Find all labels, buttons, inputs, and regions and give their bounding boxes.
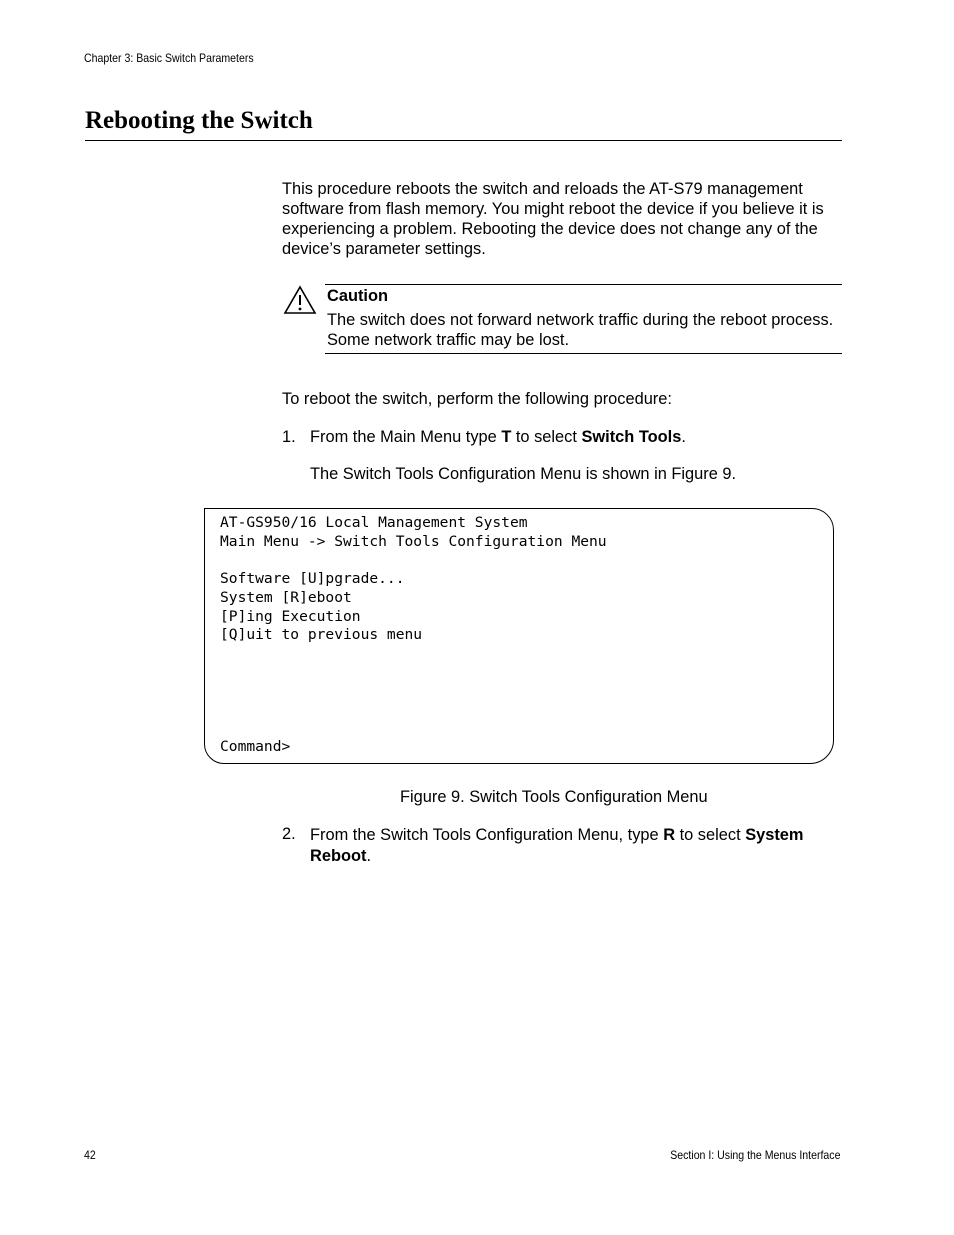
running-footer-section: Section I: Using the Menus Interface <box>669 1148 840 1162</box>
page-number: 42 <box>84 1148 96 1162</box>
step-2-text: From the Switch Tools Configuration Menu, type R to select System Reboot. <box>310 826 804 865</box>
page-title: Rebooting the Switch <box>85 107 313 134</box>
step-1-key: T <box>501 428 512 446</box>
caution-text: The switch does not forward network traffic during the reboot process. Some network traffic may be lost. <box>327 311 834 349</box>
step-2-key: R <box>663 826 676 844</box>
title-divider <box>85 140 842 141</box>
step-1-target: Switch Tools <box>581 428 682 446</box>
step-2-number: 2. <box>282 825 296 843</box>
intro-paragraph: This procedure reboots the switch and reloads the AT-S79 management software from flash memory. You might reboot the device if you believe it is experiencing a problem. Rebooting the device does not change any of the device’s parameter settings. <box>282 180 824 258</box>
caution-title: Caution <box>327 287 389 305</box>
step-2-target: System Reboot <box>310 826 804 865</box>
procedure-intro: To reboot the switch, perform the following procedure: <box>282 390 672 408</box>
warning-triangle-icon <box>283 285 317 315</box>
step-1-number: 1. <box>282 428 296 446</box>
step-1-note: The Switch Tools Configuration Menu is shown in Figure 9. <box>310 465 737 483</box>
caution-top-divider <box>325 284 842 285</box>
terminal-menu-text: AT-GS950/16 Local Management System Main Menu -> Switch Tools Configuration Menu Software [U]pgrade... System [R]eboot [P]ing Execution [Q]uit to previous menu <box>220 514 607 644</box>
terminal-command-prompt: Command> <box>220 738 291 755</box>
caution-bottom-divider <box>325 353 842 354</box>
figure-caption: Figure 9. Switch Tools Configuration Menu <box>400 788 708 806</box>
running-header: Chapter 3: Basic Switch Parameters <box>84 51 254 65</box>
step-1-text: From the Main Menu type T to select Switch Tools. <box>310 428 686 446</box>
